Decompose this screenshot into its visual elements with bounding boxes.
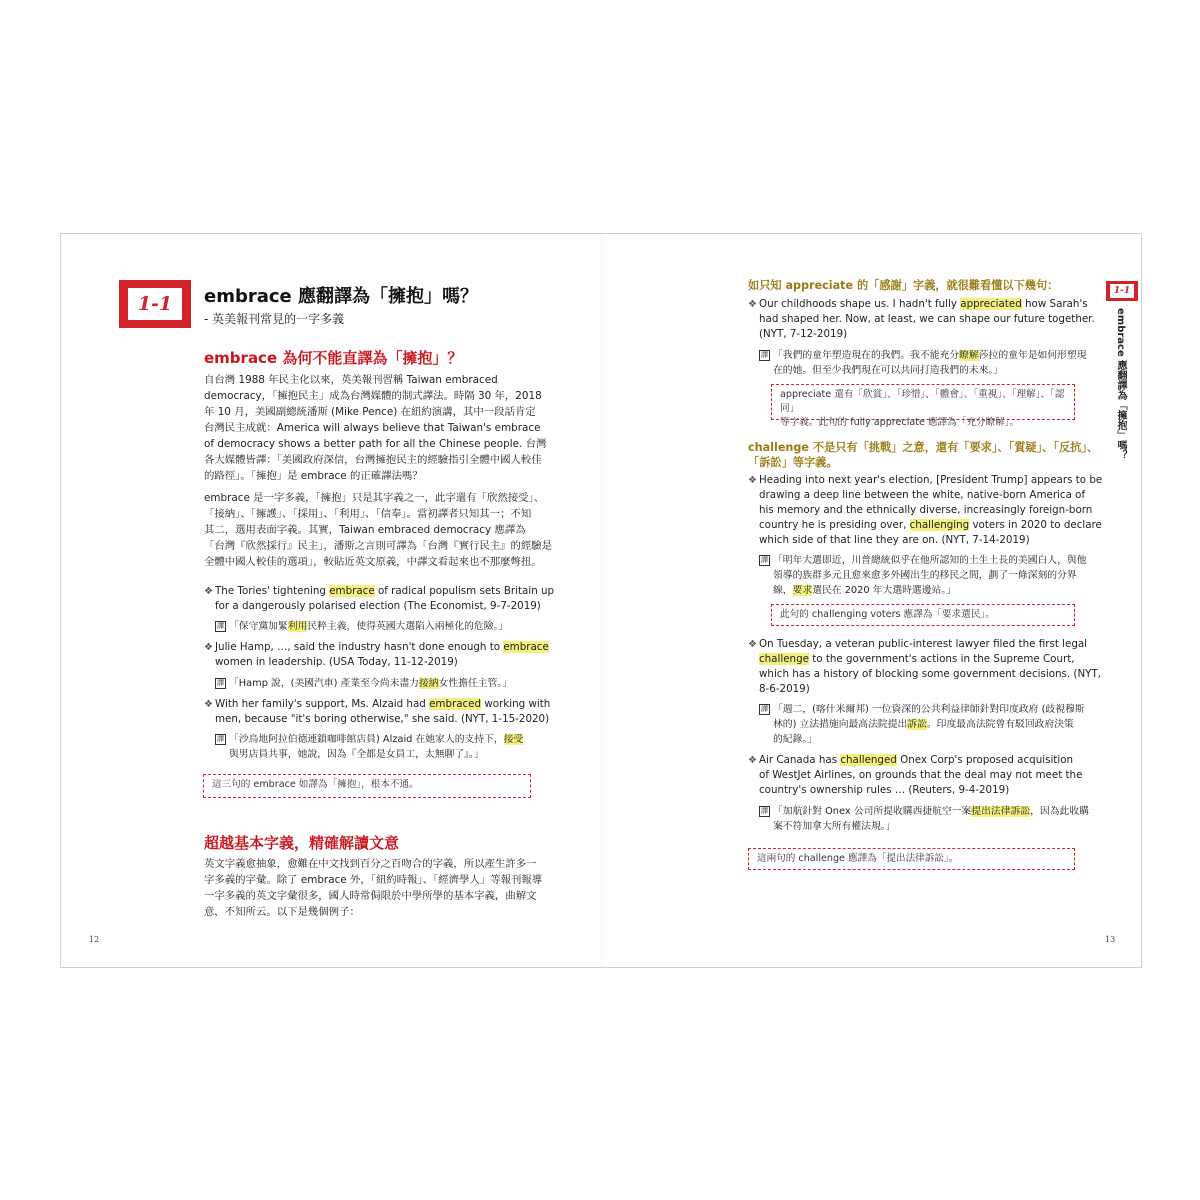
- paragraph-1: [204, 372, 546, 484]
- translation-2: [217, 676, 513, 691]
- translation-text: 的紀錄。」: [773, 734, 818, 745]
- example-text: Heading into next year's election, [President Trump] appears to be: [759, 474, 1103, 486]
- translation-6: [761, 702, 1085, 747]
- example-text: Onex Corp's proposed acquisition: [896, 754, 1074, 766]
- highlighted-word: challenged: [840, 754, 897, 766]
- example-text: working with: [481, 698, 551, 710]
- example-7: [748, 753, 1083, 798]
- paragraph-1-line: 年 10 月，美國副總統潘斯 (Mike Pence) 在紐約演講，其中一段話肯定: [204, 406, 536, 418]
- example-text: how Sarah's: [1021, 298, 1088, 310]
- example-text: With her family's support, Ms. Alzaid had: [215, 698, 430, 710]
- bullet-icon: ❖: [204, 699, 213, 710]
- translation-text: 「明年大選即近，川普總統似乎在他所認知的土生土長的美國白人，與他: [773, 555, 1087, 566]
- highlighted-word: 接受: [503, 734, 524, 745]
- highlighted-word: 提出法律訴訟: [971, 806, 1031, 817]
- example-text: The Tories' tightening: [215, 585, 330, 597]
- chapter-subtitle: - 英美報刊常見的一字多義: [204, 312, 345, 326]
- heading-line: challenge 不是只有「挑戰」之意，還有「要求」、「質疑」、「反抗」、: [748, 441, 1099, 454]
- translation-icon: 譯: [761, 705, 768, 713]
- paragraph-1-line: 台灣民主成就：America will always believe that Taiwan's embrace: [204, 422, 541, 434]
- translation-icon: 譯: [217, 679, 224, 687]
- chapter-number: 1-1: [128, 288, 182, 320]
- translation-7: [761, 804, 1089, 834]
- translation-text: 在的她。但至少我們現在可以共同打造我們的未來。」: [773, 365, 1004, 376]
- page-number-right: 13: [1105, 935, 1116, 944]
- example-text: voters in 2020 to declare: [969, 519, 1102, 531]
- paragraph-1-line: 自台灣 1988 年民主化以來，英美報刊習稱 Taiwan embraced: [204, 374, 498, 386]
- example-text: country's ownership rules … (Reuters, 9-4-2019): [759, 784, 1010, 796]
- example-text: country he is presiding over,: [759, 519, 910, 531]
- note-text: appreciate 還有「欣賞」、「珍惜」、「體會」、「重視」、「理解」、「認同」: [780, 389, 1065, 414]
- translation-text: 選民在 2020 年大選時選邊站。」: [812, 585, 957, 596]
- chapter-number-right: 1-1: [1110, 284, 1134, 298]
- paragraph-1-line: 各大媒體皆譯：「美國政府深信，台灣擁抱民主的經驗指引全體中國人較佳: [204, 454, 542, 466]
- translation-text: 「保守黨加緊: [229, 621, 288, 632]
- translation-icon: 譯: [761, 351, 768, 359]
- translation-text: 「我們的童年塑造現在的我們。我不能充分: [773, 350, 960, 361]
- highlighted-word: appreciated: [960, 298, 1022, 310]
- translation-text: 民粹主義，使得英國大選陷入兩極化的危險。」: [307, 621, 509, 632]
- translation-5: [761, 553, 1087, 598]
- example-text: of radical populism sets Britain up: [374, 585, 555, 597]
- example-text: (NYT, 7-12-2019): [759, 328, 848, 340]
- example-text: to the government's actions in the Supreme Court,: [808, 653, 1075, 665]
- chapter-chip: [119, 280, 191, 328]
- chapter-title: embrace 應翻譯為「擁抱」嗎？: [204, 286, 479, 307]
- note-box-4: 這兩句的 challenge 應譯為「提出法律訴訟」。: [748, 848, 1075, 870]
- section-heading-1: embrace 為何不能直譯為「擁抱」？: [204, 349, 463, 367]
- section-heading-challenge: [748, 440, 1098, 470]
- example-text: men, because "it's boring otherwise," she said. (NYT, 1-15-2020): [215, 713, 550, 725]
- translation-text: 。印度最高法院曾有駁回政府決策: [926, 719, 1074, 730]
- example-text: his memory and the ethnically diverse, increasingly foreign-born: [759, 504, 1093, 516]
- note-text: 等字義。此句的 fully appreciate 應譯為「充分瞭解」。: [780, 417, 1020, 428]
- example-text: which has a history of blocking some government decisions. (NYT,: [759, 668, 1102, 680]
- example-2: [204, 640, 549, 670]
- note-box-1: 這三句的 embrace 如譯為「擁抱」，根本不通。: [203, 774, 531, 798]
- paragraph-2-line: 其二，選用表面字義。其實，Taiwan embraced democracy 應譯為: [204, 524, 526, 536]
- translation-text: 案不符加拿大所有權法規。」: [773, 821, 896, 832]
- example-text: Julie Hamp, …, said the industry hasn't done enough to: [215, 641, 504, 653]
- example-text: On Tuesday, a veteran public-interest lawyer filed the first legal: [759, 638, 1088, 650]
- example-text: of WestJet Airlines, on grounds that the deal may not meet the: [759, 769, 1083, 781]
- paragraph-2-line: 全體中國人較佳的選項」，較貼近英文原義，中譯文看起來也不那麼彆扭。: [204, 556, 542, 568]
- translation-icon: 譯: [217, 735, 224, 743]
- bullet-icon: ❖: [748, 639, 757, 650]
- highlighted-word: embrace: [329, 585, 375, 597]
- translation-icon: 譯: [761, 807, 768, 815]
- example-3: [204, 697, 551, 727]
- translation-icon: 譯: [761, 556, 768, 564]
- highlighted-word: 訴訟: [907, 719, 927, 730]
- bullet-icon: ❖: [204, 642, 213, 653]
- highlighted-word: embraced: [429, 698, 482, 710]
- example-1: [204, 584, 555, 614]
- translation-text: 領導的族群多元且愈來愈多外國出生的移民之間，劃了一條深刻的分界: [773, 570, 1077, 581]
- paragraph-3-line: 字多義的字彙。除了 embrace 外，「紐約時報」、「經濟學人」等報刊報導: [204, 874, 543, 886]
- section-heading-2: 超越基本字義，精確解讀文意: [204, 834, 400, 852]
- heading-line: 「訴訟」等字義。: [748, 456, 838, 469]
- translation-icon: 譯: [217, 622, 224, 630]
- translation-text: 「週二，(喀什米爾邦) 一位資深的公共利益律師針對印度政府 (歧視穆斯: [773, 704, 1085, 715]
- translation-text: 女性擔任主管。」: [438, 678, 513, 689]
- translation-text: 線，: [773, 585, 793, 596]
- translation-text: 「Hamp 說，(美國汽車) 產業至今尚未盡力: [229, 678, 419, 689]
- highlighted-word: 瞭解: [959, 350, 979, 361]
- highlighted-word: embrace: [503, 641, 549, 653]
- example-5: [748, 473, 1103, 548]
- paragraph-3-line: 一字多義的英文字彙很多，國人時常侷限於中學所學的基本字義，曲解文: [204, 890, 537, 902]
- page-number-left: 12: [89, 935, 100, 944]
- paragraph-2-line: 「台灣『欣然採行』民主」，潘斯之言則可譯為「台灣『實行民主』的經驗是: [204, 540, 553, 552]
- example-4: [748, 297, 1095, 342]
- paragraph-1-line: democracy，「擁抱民主」成為台灣媒體的制式譯法。時隔 30 年，2018: [204, 390, 542, 402]
- paragraph-3-line: 英文字義愈抽象，愈難在中文找到百分之百吻合的字義，所以產生許多一: [204, 858, 537, 870]
- example-text: women in leadership. (USA Today, 11-12-2019): [215, 656, 458, 668]
- running-head-vertical: embrace 應翻譯為「擁抱」嗎？: [1115, 308, 1126, 461]
- book-spread: [60, 233, 1142, 968]
- bullet-icon: ❖: [748, 475, 757, 486]
- paragraph-1-line: 的路徑」。「擁抱」是 embrace 的正確譯法嗎？: [204, 470, 423, 482]
- translation-4: [761, 348, 1087, 378]
- paragraph-3-line: 意，不知所云。以下是幾個例子：: [204, 906, 360, 918]
- translation-text: 「加航針對 Onex 公司所提收購西捷航空一案: [773, 806, 972, 817]
- paragraph-1-line: of democracy shows a better path for all the Chinese people. 台灣: [204, 438, 547, 450]
- example-text: which side of that line they are on. (NYT, 7-14-2019): [759, 534, 1030, 546]
- example-text: for a dangerously polarised election (The Economist, 9-7-2019): [215, 600, 541, 612]
- translation-text: 莎拉的童年是如何形塑現: [978, 350, 1087, 361]
- paragraph-2-line: 「接納」、「擁護」、「採用」、「利用」、「信奉」。當初譯者只知其一；不知: [204, 508, 532, 520]
- translation-1: [217, 619, 509, 634]
- translation-text: 「沙烏地阿拉伯德連鎖咖啡館店員) Alzaid 在她家人的支持下，: [229, 734, 504, 745]
- example-text: had shaped her. Now, at least, we can shape our future together.: [759, 313, 1095, 325]
- translation-text: 與男店員共事，她說，因為『全都是女員工，太無聊了』。」: [229, 749, 484, 760]
- bullet-icon: ❖: [204, 586, 213, 597]
- bullet-icon: ❖: [748, 755, 757, 766]
- chapter-chip-right: [1106, 281, 1138, 301]
- example-text: Air Canada has: [759, 754, 841, 766]
- paragraph-2: [204, 490, 552, 570]
- example-6: [748, 637, 1102, 697]
- example-text: Our childhoods shape us. I hadn't fully: [759, 298, 961, 310]
- highlighted-word: 利用: [287, 621, 308, 632]
- section-heading-appreciate: 如只知 appreciate 的「感謝」字義，就很難看懂以下幾句：: [748, 279, 1059, 292]
- note-box-2: [771, 384, 1075, 428]
- highlighted-word: challenging: [909, 519, 970, 531]
- highlighted-word: 接納: [418, 678, 439, 689]
- note-box-3: 此句的 challenging voters 應譯為「要求選民」。: [771, 604, 1075, 626]
- bullet-icon: ❖: [748, 299, 757, 310]
- translation-3: [217, 732, 524, 762]
- highlighted-word: 要求: [792, 585, 813, 596]
- example-text: drawing a deep line between the white, native-born America of: [759, 489, 1086, 501]
- paragraph-2-line: embrace 是一字多義，「擁抱」只是其字義之一，此字還有「欣然接受」、: [204, 492, 545, 504]
- translation-text: ，因為此收購: [1030, 806, 1089, 817]
- paragraph-3: [204, 856, 542, 920]
- translation-text: 林的) 立法措施向最高法院提出: [773, 719, 908, 730]
- example-text: 8-6-2019): [759, 683, 810, 695]
- gutter: [601, 234, 602, 967]
- highlighted-word: challenge: [759, 653, 809, 665]
